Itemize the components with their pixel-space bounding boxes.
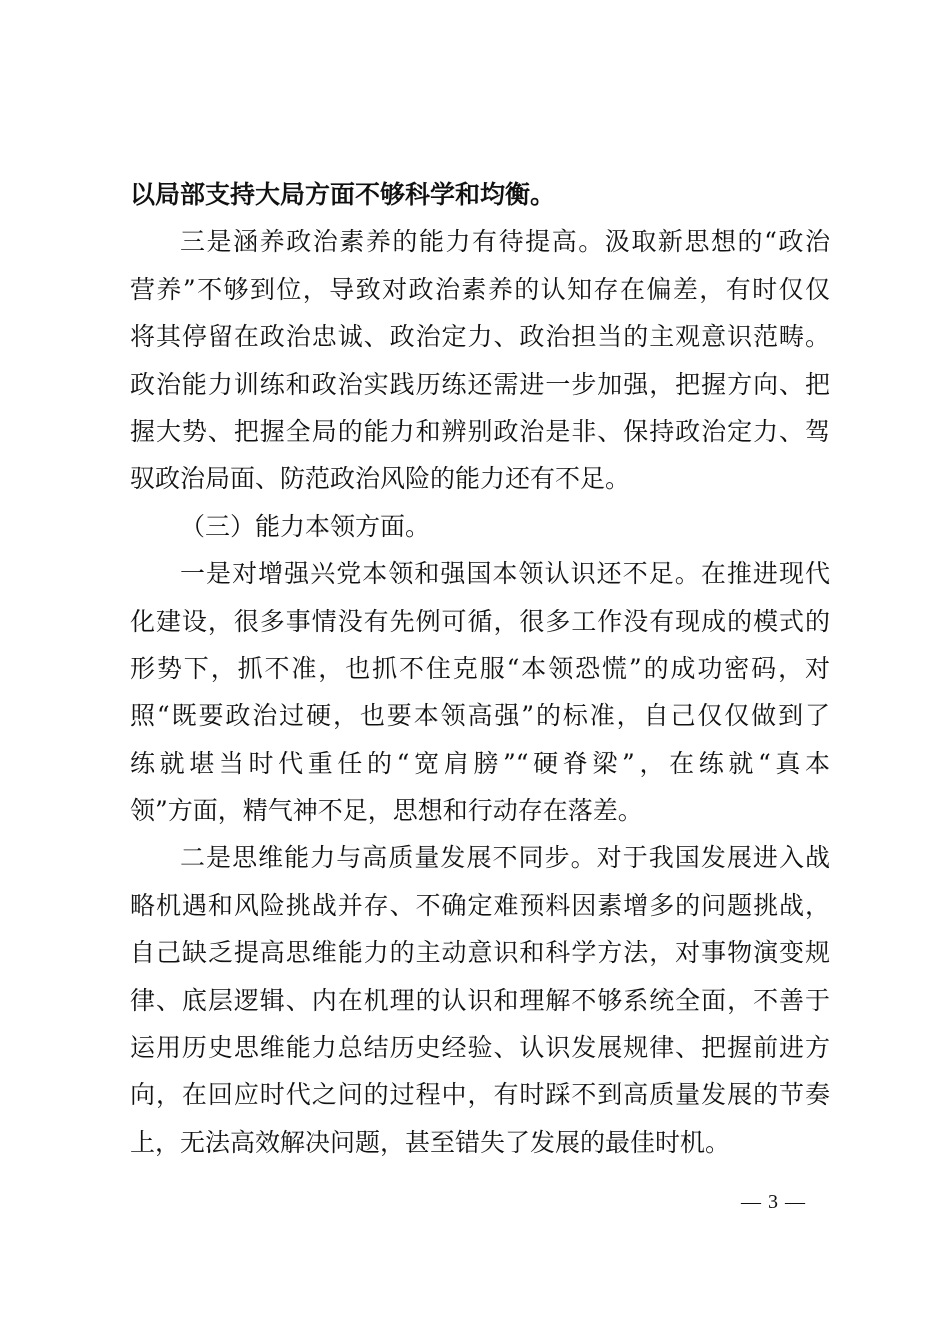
paragraph-two-line-4: 律、底层逻辑、内在机理的认识和理解不够系统全面，不善于 bbox=[130, 985, 830, 1015]
paragraph-one-line-6: 领”方面，精气神不足，思想和行动存在落差。 bbox=[130, 796, 643, 826]
paragraph-two-line-3: 自己缺乏提高思维能力的主动意识和科学方法，对事物演变规 bbox=[130, 938, 830, 968]
paragraph-one-line-3: 形势下，抓不准，也抓不住克服“本领恐慌”的成功密码，对 bbox=[130, 653, 830, 683]
section-heading: （三）能力本领方面。 bbox=[180, 511, 431, 541]
document-body bbox=[130, 171, 830, 1166]
paragraph-continuation-line: 以局部支持大局方面不够科学和均衡。 bbox=[130, 180, 556, 209]
paragraph-two-line-5: 运用历史思维能力总结历史经验、认识发展规律、把握前进方 bbox=[130, 1033, 830, 1063]
paragraph-two-line-2: 略机遇和风险挑战并存、不确定难预料因素增多的问题挑战， bbox=[130, 890, 830, 920]
paragraph-two-line-7: 上，无法高效解决问题，甚至错失了发展的最佳时机。 bbox=[130, 1127, 731, 1157]
paragraph-three-line-5: 握大势、把握全局的能力和辨别政治是非、保持政治定力、驾 bbox=[130, 416, 830, 446]
paragraph-one-line-1: 一是对增强兴党本领和强国本领认识还不足。在推进现代 bbox=[180, 559, 830, 589]
paragraph-three-line-6: 驭政治局面、防范政治风险的能力还有不足。 bbox=[130, 464, 631, 494]
paragraph-three-line-3: 将其停留在政治忠诚、政治定力、政治担当的主观意识范畴。 bbox=[130, 322, 830, 352]
paragraph-three-line-4: 政治能力训练和政治实践历练还需进一步加强，把握方向、把 bbox=[130, 369, 830, 399]
page-number: — 3 — bbox=[741, 1191, 806, 1213]
paragraph-two-line-1: 二是思维能力与高质量发展不同步。对于我国发展进入战 bbox=[180, 843, 830, 873]
paragraph-three-line-2: 营养”不够到位，导致对政治素养的认知存在偏差，有时仅仅 bbox=[130, 274, 830, 304]
paragraph-one-line-4: 照“既要政治过硬，也要本领高强”的标准，自己仅仅做到了 bbox=[130, 701, 830, 731]
paragraph-one-line-2: 化建设，很多事情没有先例可循，很多工作没有现成的模式的 bbox=[130, 606, 830, 636]
paragraph-one-line-5: 练就堪当时代重任的“宽肩膀”“硬脊梁”，在练就“真本 bbox=[130, 748, 830, 778]
paragraph-three-line-1: 三是涵养政治素养的能力有待提高。汲取新思想的“政治 bbox=[180, 227, 830, 257]
paragraph-two-line-6: 向，在回应时代之问的过程中，有时踩不到高质量发展的节奏 bbox=[130, 1080, 830, 1110]
